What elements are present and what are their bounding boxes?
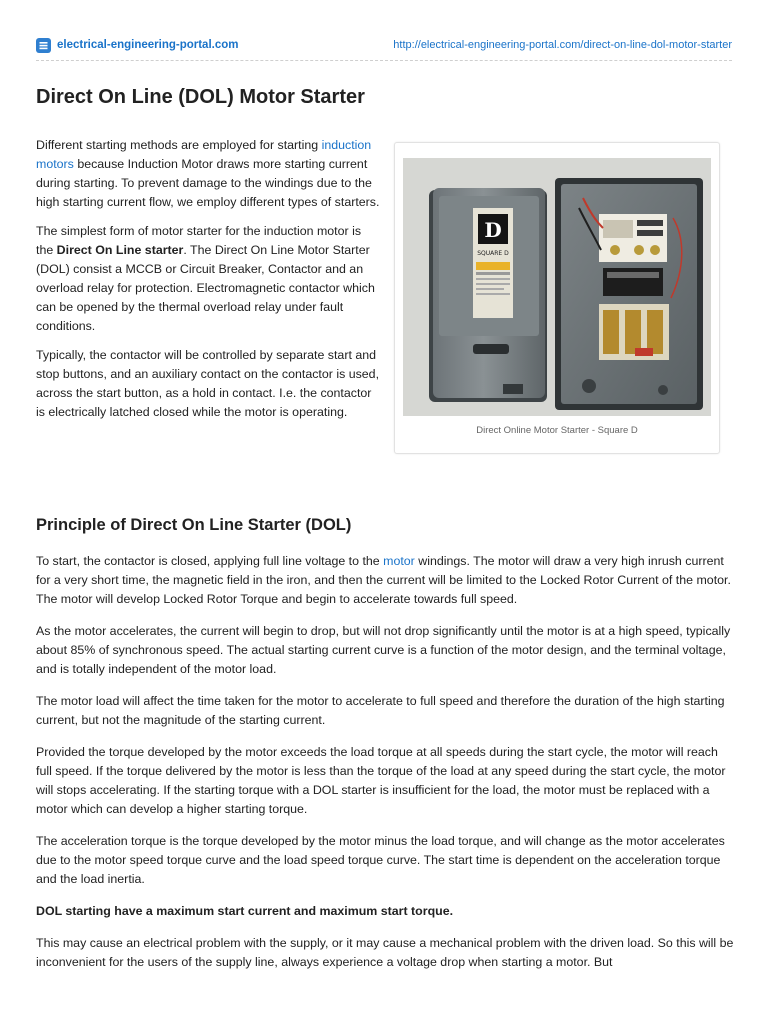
principle-bold-statement: DOL starting have a maximum start current and maximum start torque.	[36, 904, 454, 918]
site-name: electrical-engineering-portal.com	[57, 39, 239, 51]
principle-text	[36, 552, 736, 985]
principle-paragraph-2: As the motor accelerates, the current will begin to drop, but will not drop significantly until the motor is at a high speed, typically about 85% of synchronous speed. The actual starting current curve is a function of the motor design, and the terminal voltage, and is totally independent of the motor load.	[36, 624, 731, 676]
intro-paragraph-1: Different starting methods are employed for starting induction motors because Induction Motor draws more starting current during starting. To prevent damage to the windings due to the high starting current flow, we employ different types of starters.	[36, 138, 380, 209]
principle-paragraph-7: This may cause an electrical problem with the supply, or it may cause a mechanical problem with the driven load. So this will be inconvenient for the users of the supply line, always experience a voltage drop when starting a motor. But	[36, 936, 734, 969]
intro-paragraph-2: The simplest form of motor starter for the induction motor is the Direct On Line starter. The Direct On Line Motor Starter (DOL) consist a MCCB or Circuit Breaker, Contactor and an overload relay for protection. Electromagnetic contactor which can be opened by the thermal overload relay under fault conditions.	[36, 224, 375, 333]
principle-paragraph-1: To start, the contactor is closed, applying full line voltage to the motor windings. The motor will draw a very high inrush current for a very short time, the magnetic field in the iron, and then the current will be limited to the Locked Rotor Current of the motor. The motor will develop Locked Rotor Torque and begin to accelerate towards full speed.	[36, 554, 731, 606]
page-header	[36, 34, 732, 61]
article-title: Direct On Line (DOL) Motor Starter	[36, 86, 365, 108]
intro-paragraph-3: Typically, the contactor will be controlled by separate start and stop buttons, and an auxiliary contact on the contactor is used, across the start button, as a hold in contact. I.e. the contactor is electrically latched closed while the motor is operating.	[36, 348, 380, 419]
site-link[interactable]	[36, 38, 239, 53]
page-url-link[interactable]: http://electrical-engineering-portal.com/direct-on-line-dol-motor-starter	[393, 39, 732, 51]
principle-paragraph-3: The motor load will affect the time taken for the motor to accelerate to full speed and therefore the duration of the high starting current, but not the magnitude of the starting current.	[36, 694, 725, 727]
starter-figure	[394, 142, 720, 454]
starter-photo	[403, 158, 711, 416]
brand-name: SQUARE D	[477, 250, 509, 257]
site-logo-icon	[36, 38, 51, 53]
induction-motors-link[interactable]: induction motors	[36, 138, 372, 171]
principle-paragraph-5: The acceleration torque is the torque developed by the motor minus the load torque, and will change as the motor accelerates due to the motor speed torque curve and the load speed torque curve. The start time is dependent on the acceleration torque and the load inertia.	[36, 834, 725, 886]
figure-caption: Direct Online Motor Starter - Square D	[476, 425, 638, 436]
principle-paragraph-4: Provided the torque developed by the motor exceeds the load torque at all speeds during the start cycle, the motor will reach full speed. If the torque delivered by the motor is less than the torque of the load at any speed during the start cycle, the motor will stops accelerating. If the starting torque with a DOL starter is insufficient for the load, the motor must be replaced with a motor which can develop a higher starting torque.	[36, 745, 726, 816]
section-title: Principle of Direct On Line Starter (DOL)	[36, 516, 352, 534]
motor-link[interactable]: motor	[383, 554, 415, 568]
brand-logo: D	[484, 218, 502, 242]
intro-text	[36, 136, 381, 432]
